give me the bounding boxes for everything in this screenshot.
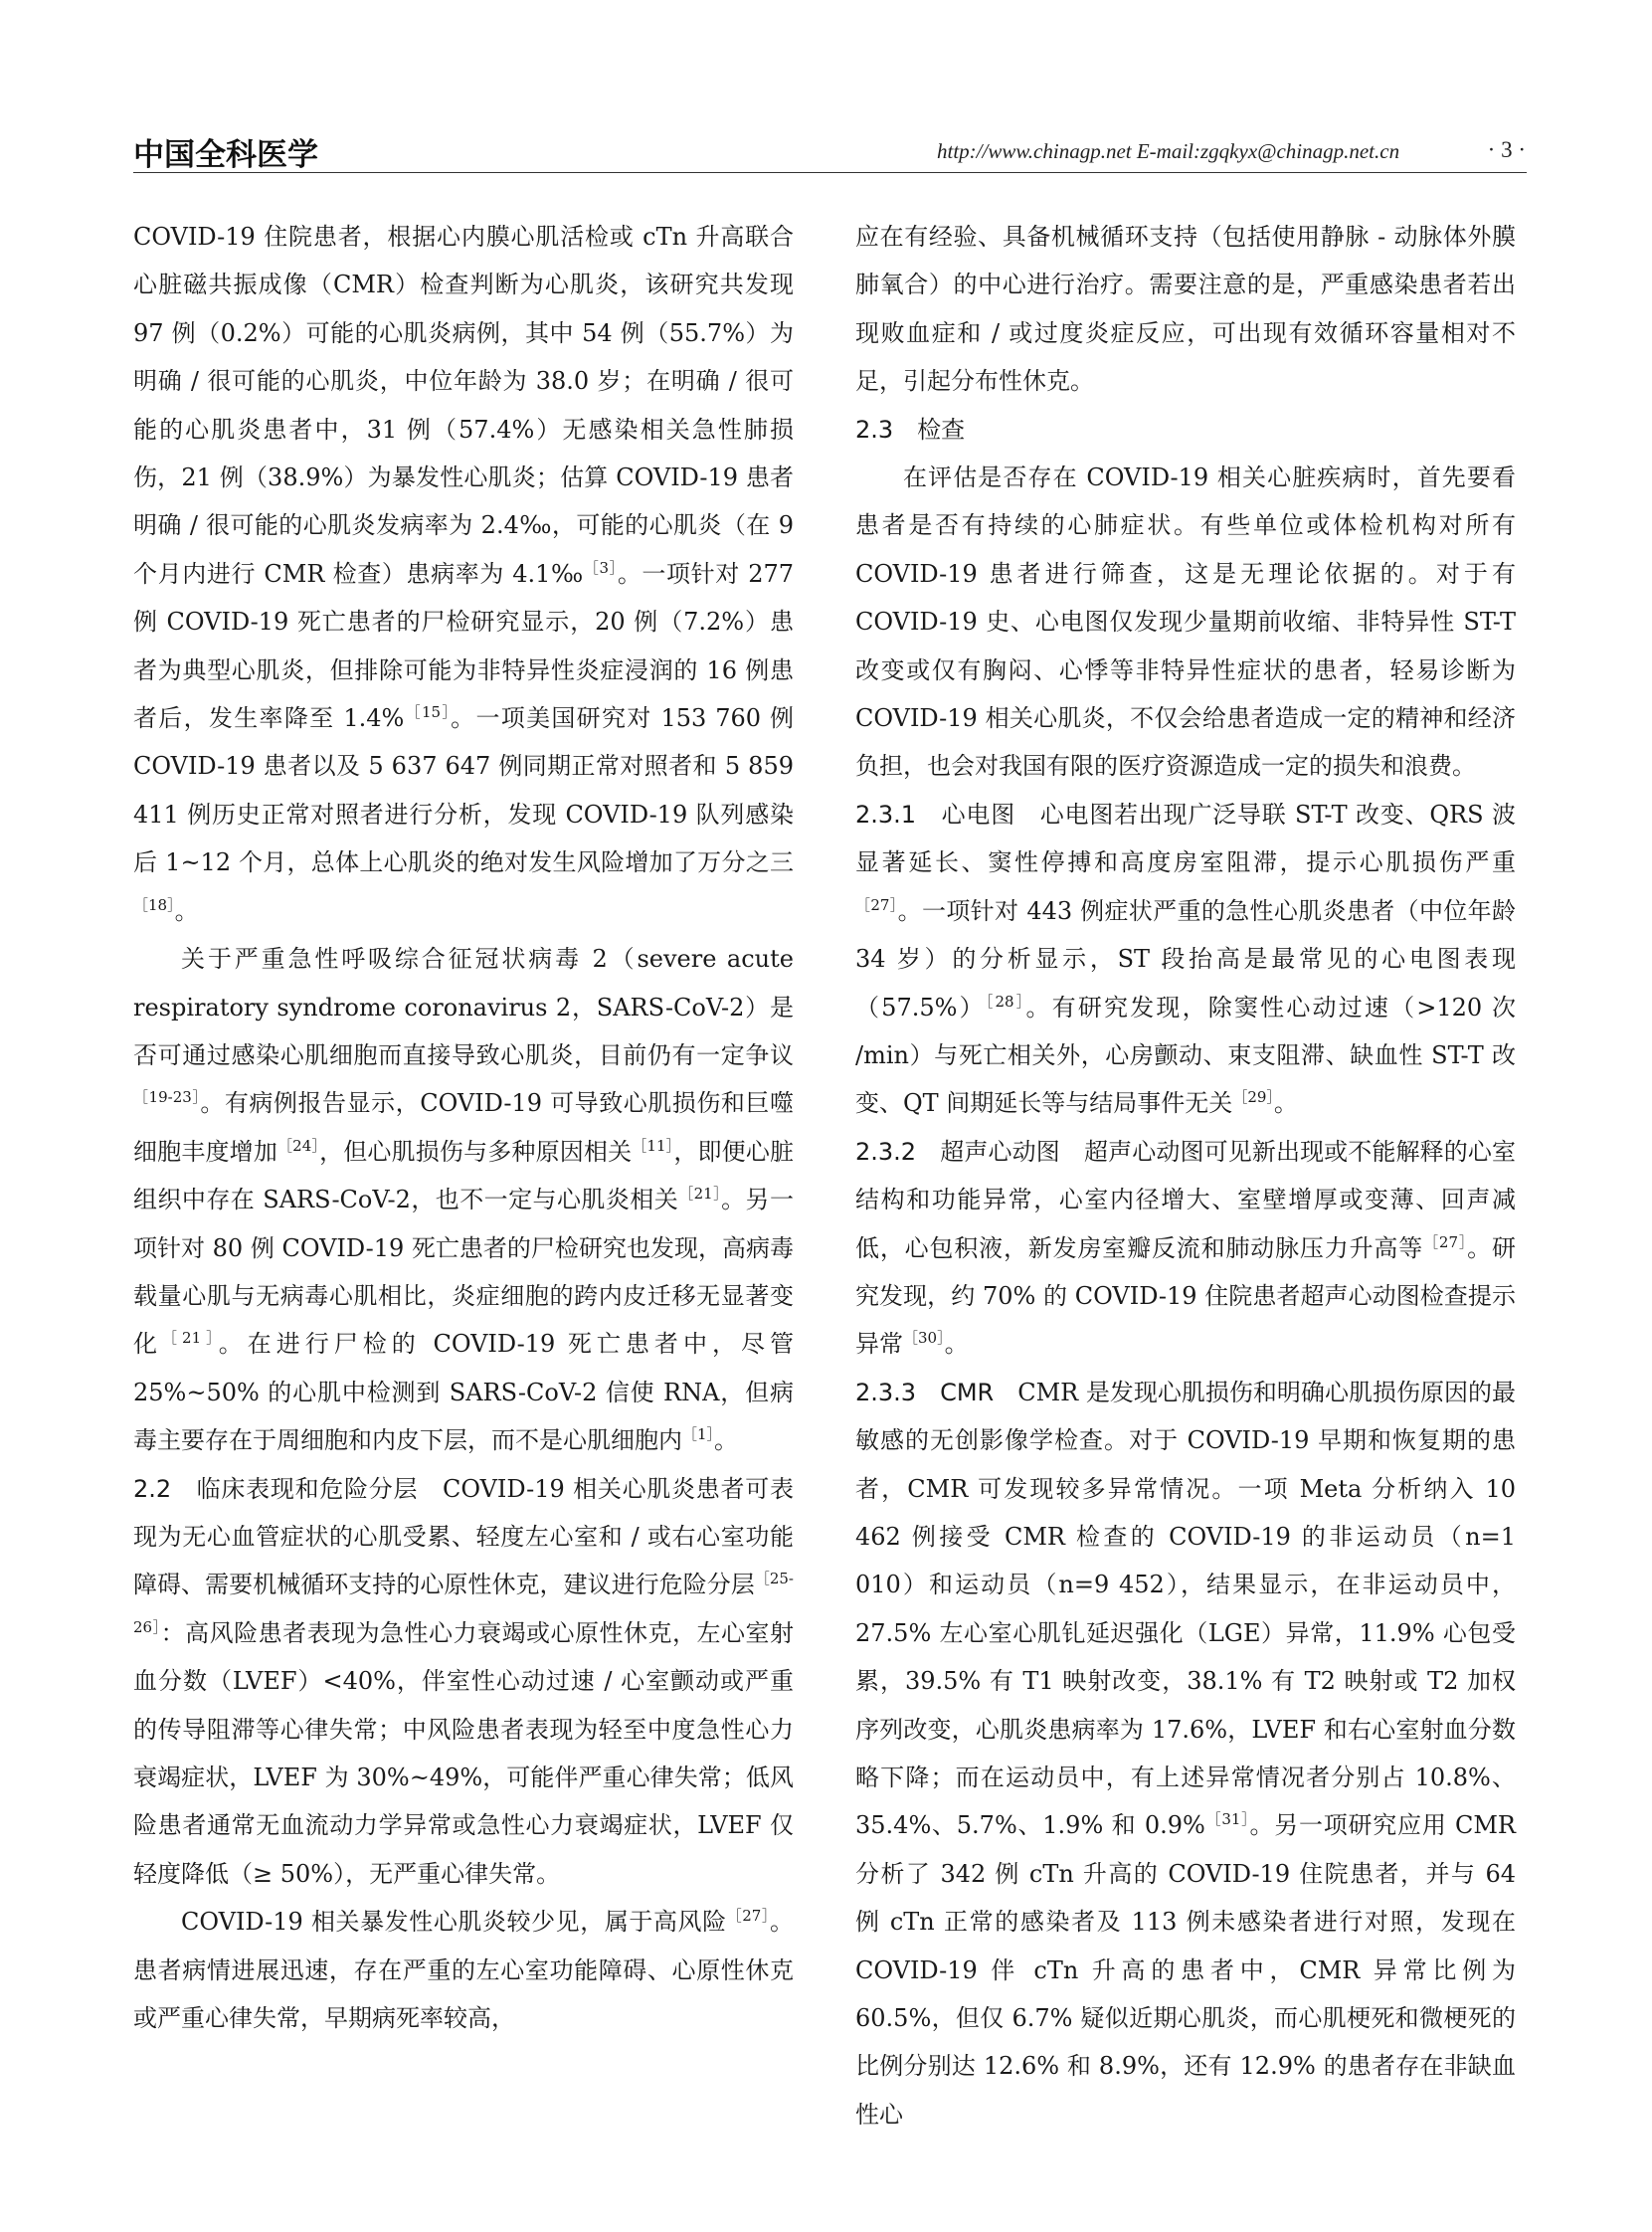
body-text: ，但心肌损伤与多种原因相关 xyxy=(319,1137,633,1166)
body-text: 。一项美国研究对 153 760 例 COVID-19 患者以及 5 637 647 例同期正常对照者和 5 859 411 例历史正常对照者进行分析，发现 COVID-19 队列感染后 1~12 个月，总体上心肌炎的绝对发生风险增加了万分之三 xyxy=(133,704,794,877)
citation-ref: ［21］ xyxy=(678,1185,722,1204)
section-heading: 2.3.2 超声心动图 xyxy=(855,1137,1085,1166)
body-text: 。 xyxy=(714,1426,739,1455)
body-text: 关于严重急性呼吸综合征冠状病毒 2（severe acute respiratory syndrome coronavirus 2，SARS-CoV-2）是否可通过感染心肌细胞而直接导致心肌炎，目前仍有一定争议 xyxy=(133,945,794,1069)
page-number: · 3 · xyxy=(1487,137,1526,162)
citation-ref: ［19-23］ xyxy=(133,1088,201,1107)
citation-ref: ［29］ xyxy=(1232,1088,1274,1107)
body-text: 。有研究发现，除窦性心动过速（>120 次 /min）与死亡相关外，心房颤动、束支阻滞、缺血性 ST-T 改变、QT 间期延长等与结局事件无关 xyxy=(855,993,1517,1118)
body-text: 。研究发现，约 70% 的 COVID-19 住院患者超声心动图检查提示异常 xyxy=(855,1233,1517,1359)
body-text: 。一项针对 277 例 COVID-19 死亡患者的尸检研究显示，20 例（7.2%）患者为典型心肌炎，但排除可能为非特异性炎症浸润的 16 例患者后，发生率降至 1.4% xyxy=(133,559,794,733)
body-text: 心电图若出现广泛导联 ST-T 改变、QRS 波显著延长、窦性停搏和高度房室阻滞，提示心肌损伤严重 xyxy=(855,800,1516,877)
paragraph xyxy=(855,791,1516,1128)
body-text: COVID-19 相关暴发性心肌炎较少见，属于高风险 xyxy=(181,1908,727,1937)
citation-ref: ［15］ xyxy=(404,703,452,722)
citation-ref: ［18］ xyxy=(133,895,175,914)
body-text: COVID-19 住院患者，根据心内膜心肌活检或 cTn 升高联合心脏磁共振成像（CMR）检查判断为心肌炎，该研究共发现 97 例（0.2%）可能的心肌炎病例，其中 54 例（55.7%）为明确 / 很可能的心肌炎，中位年龄为 38.0 岁；在明确 / 很可能的心肌炎患者中，31 例（57.4%）无感染相关急性肺损伤，21 例（38.9%）为暴发性心肌炎；估算 COVID-19 患者明确 / 很可能的心肌炎发病率为 2.4‰，可能的心肌炎（在 9 个月内进行 CMR 检查）患病率为 4.1‰ xyxy=(133,223,794,588)
citation-ref: ［27］ xyxy=(1423,1232,1468,1251)
paragraph xyxy=(855,1369,1516,2139)
body-text: ：高风险患者表现为急性心力衰竭或心原性休克，左心室射血分数（LVEF）<40%，伴室性心动过速 / 心室颤动或严重的传导阻滞等心律失常；中风险患者表现为轻至中度急性心力衰竭症状，LVEF 为 30%~49%，可能伴严重心律失常；低风险患者通常无血流动力学异常或急性心力衰竭症状，LVEF 仅轻度降低（≥ 50%），无严重心律失常。 xyxy=(133,1618,795,1888)
body-text: 。另一项针对 80 例 COVID-19 死亡患者的尸检研究也发现，高病毒载量心肌与无病毒心肌相比，炎症细胞的跨内皮迁移无显著变化 xyxy=(133,1186,794,1359)
paragraph xyxy=(855,454,1516,791)
header-rule xyxy=(133,172,1527,173)
body-text: 。 xyxy=(1273,1089,1298,1118)
citation-ref: ［1］ xyxy=(682,1425,715,1444)
body-text: 。一项针对 443 例症状严重的急性心肌炎患者（中位年龄 34 岁）的分析显示，ST 段抬高是最常见的心电图表现（57.5%） xyxy=(855,896,1516,1022)
citation-ref: ［27］ xyxy=(726,1907,770,1926)
section-heading: 2.3.3 CMR xyxy=(855,1378,1018,1406)
section-heading: 2.3.1 心电图 xyxy=(855,800,1040,829)
body-text: 应在有经验、具备机械循环支持（包括使用静脉 - 动脉体外膜肺氧合）的中心进行治疗。需要注意的是，严重感染患者若出现败血症和 / 或过度炎症反应，可出现有效循环容量相对不足，引起分布性休克。 xyxy=(855,223,1516,396)
section-heading: 2.2 临床表现和危险分层 xyxy=(133,1474,443,1503)
citation-ref: ［30］ xyxy=(903,1329,945,1348)
citation-ref: ［27］ xyxy=(855,895,898,914)
body-text: ，即便心脏组织中存在 SARS-CoV-2，也不一定与心肌炎相关 xyxy=(133,1137,795,1214)
journal-title: 中国全科医学 xyxy=(133,137,318,173)
body-text: CMR 是发现心肌损伤和明确心肌损伤原因的最敏感的无创影像学检查。对于 COVID-19 早期和恢复期的患者，CMR 可发现较多异常情况。一项 Meta 分析纳入 10 462 例接受 CMR 检查的 COVID-19 的非运动员（n=1 010）和运动员（n=9 452），结果显示，在非运动员中，27.5% 左心室心肌钆延迟强化（LGE）异常，11.9% 心包受累，39.5% 有 T1 映射改变，38.1% 有 T2 映射或 T2 加权序列改变，心肌炎患病率为 17.6%，LVEF 和右心室射血分数略下降；而在运动员中，有上述异常情况者分别占 10.8%、35.4%、5.7%、1.9% 和 0.9% xyxy=(855,1378,1516,1840)
body-text: 。在进行尸检的 COVID-19 死亡患者中，尽管 25%~50% 的心肌中检测到 SARS-CoV-2 信使 RNA，但病毒主要存在于周细胞和内皮下层，而不是心肌细胞内 xyxy=(133,1330,795,1455)
body-text: 。 xyxy=(174,896,199,925)
paragraph xyxy=(133,1465,794,1899)
citation-ref: ［28］ xyxy=(985,992,1026,1011)
paragraph xyxy=(133,213,794,935)
citation-ref: ［11］ xyxy=(632,1136,674,1155)
body-text: 。有病例报告显示，COVID-19 可导致心肌损伤和巨噬细胞丰度增加 xyxy=(133,1089,794,1166)
paragraph xyxy=(855,1128,1516,1369)
section-heading: 2.3 检查 xyxy=(855,415,966,444)
paragraph xyxy=(855,213,1516,406)
citation-ref: ［24］ xyxy=(277,1136,320,1155)
citation-ref: ［21］ xyxy=(162,1329,219,1348)
paragraph xyxy=(133,1898,794,2042)
right-column xyxy=(855,213,1516,2139)
paragraph xyxy=(133,935,794,1464)
body-text: 。另一项研究应用 CMR 分析了 342 例 cTn 升高的 COVID-19 住院患者，并与 64 例 cTn 正常的感染者及 113 例未感染者进行对照，发现在 COVID-19 伴 cTn 升高的患者中，CMR 异常比例为 60.5%，但仅 6.7% 疑似近期心肌炎，而心肌梗死和微梗死的比例分别达 12.6% 和 8.9%，还有 12.9% 的患者存在非缺血性心 xyxy=(855,1811,1516,2129)
body-text: 。患者病情进展迅速，存在严重的左心室功能障碍、心原性休克或严重心律失常，早期病死率较高， xyxy=(133,1908,794,2033)
body-text: 。 xyxy=(944,1330,969,1359)
citation-ref: ［31］ xyxy=(1204,1810,1250,1829)
citation-ref: ［3］ xyxy=(583,558,618,577)
body-text: 超声心动图可见新出现或不能解释的心室结构和功能异常，心室内径增大、室壁增厚或变薄、回声减低，心包积液，新发房室瓣反流和肺动脉压力升高等 xyxy=(855,1137,1517,1262)
left-column xyxy=(133,213,794,2042)
paragraph xyxy=(855,406,1516,454)
citation-ref: ［25-26］ xyxy=(133,1570,794,1636)
body-text: COVID-19 相关心肌炎患者可表现为无心血管症状的心肌受累、轻度左心室和 / 或右心室功能障碍、需要机械循环支持的心原性休克，建议进行危险分层 xyxy=(133,1474,794,1599)
header-url-email: http://www.chinagp.net E-mail:zgqkyx@chinagp.net.cn xyxy=(937,139,1400,163)
body-text: 在评估是否存在 COVID-19 相关心脏疾病时，首先要看患者是否有持续的心肺症状。有些单位或体检机构对所有 COVID-19 患者进行筛查，这是无理论依据的。对于有 COVID-19 史、心电图仅发现少量期前收缩、非特异性 ST-T 改变或仅有胸闷、心悸等非特异性症状的患者，轻易诊断为 COVID-19 相关心肌炎，不仅会给患者造成一定的精神和经济负担，也会对我国有限的医疗资源造成一定的损失和浪费。 xyxy=(855,464,1516,781)
running-header xyxy=(133,127,1526,171)
